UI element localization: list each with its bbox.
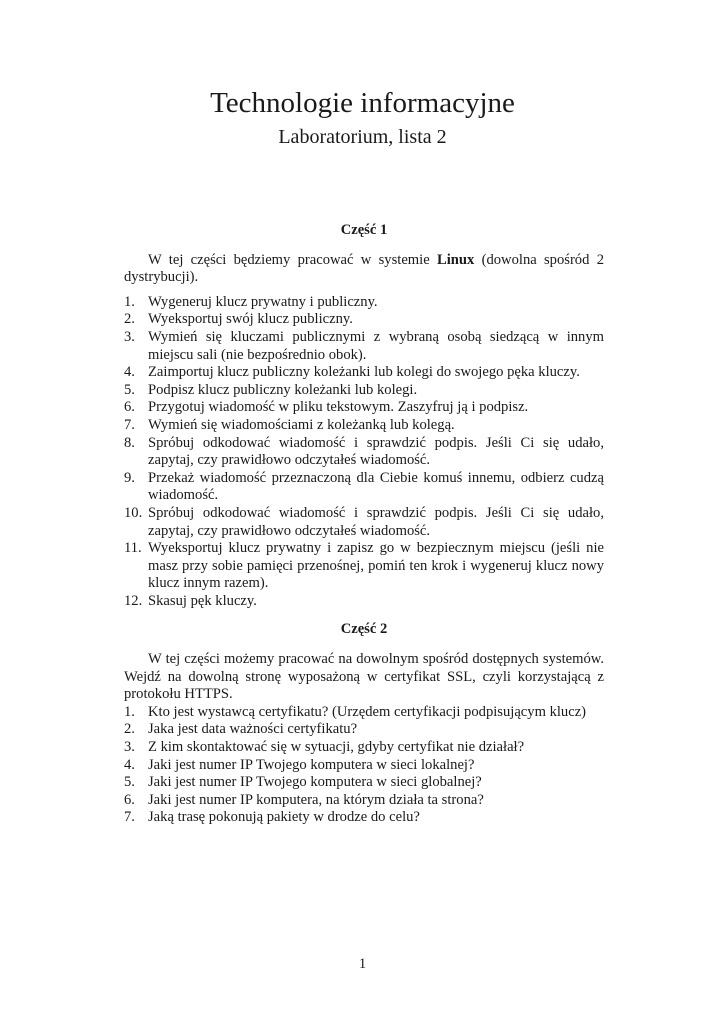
item-number: 2. xyxy=(124,311,135,328)
list-item xyxy=(124,809,604,827)
list-item xyxy=(124,774,604,792)
item-text: Spróbuj odkodować wiadomość i sprawdzić podpis. Jeśli Ci się udało, zapytaj, czy prawidłowo odczytałeś wiadomość. xyxy=(148,504,604,539)
list-item xyxy=(124,593,604,611)
part1-intro-bold: Linux xyxy=(436,251,475,268)
item-number: 3. xyxy=(124,739,135,756)
part2-heading: Część 2 xyxy=(340,621,388,638)
item-text: Kto jest wystawcą certyfikatu? (Urzędem certyfikacji podpisującym klucz) xyxy=(148,703,587,720)
item-number: 4. xyxy=(124,364,135,381)
item-text: Wygeneruj klucz prywatny i publiczny. xyxy=(148,293,378,310)
item-text: Z kim skontaktować się w sytuacji, gdyby certyfikat nie działał? xyxy=(148,739,525,756)
item-number: 1. xyxy=(124,293,135,310)
list-item xyxy=(124,505,604,540)
list-item xyxy=(124,294,604,312)
item-text: Jaką trasę pokonują pakiety w drodze do celu? xyxy=(148,809,420,826)
part1-intro-after: (dowolna spośród 2 dystrybucji). xyxy=(124,251,604,286)
item-number: 9. xyxy=(124,469,135,486)
item-number: 12. xyxy=(124,592,143,609)
item-number: 8. xyxy=(124,434,135,451)
part1-list xyxy=(124,294,604,611)
item-number: 1. xyxy=(124,703,135,720)
list-item xyxy=(124,721,604,739)
item-number: 7. xyxy=(124,416,135,433)
item-number: 5. xyxy=(124,381,135,398)
item-text: Podpisz klucz publiczny koleżanki lub kolegi. xyxy=(148,381,418,398)
list-item xyxy=(124,757,604,775)
item-number: 6. xyxy=(124,791,135,808)
list-item xyxy=(124,435,604,470)
list-item xyxy=(124,417,604,435)
item-text: Wymień się wiadomościami z koleżanką lub kolegą. xyxy=(148,416,455,433)
part2-intro: W tej części możemy pracować na dowolnym spośród dostępnych systemów. Wejdź na dowolną stronę wyposażoną w certyfikat SSL, czyli korzystającą z protokołu HTTPS. xyxy=(124,651,604,703)
item-text: Zaimportuj klucz publiczny koleżanki lub kolegi do swojego pęka kluczy. xyxy=(148,364,580,381)
item-text: Wymień się kluczami publicznymi z wybraną osobą siedzącą w innym miejscu sali (nie bezpośrednio obok). xyxy=(148,328,604,363)
item-text: Przygotuj wiadomość w pliku tekstowym. Zaszyfruj ją i podpisz. xyxy=(148,399,529,416)
part2-list xyxy=(124,704,604,827)
page-number: 1 xyxy=(358,956,367,972)
item-number: 5. xyxy=(124,774,135,791)
item-text: Jaka jest data ważności certyfikatu? xyxy=(148,721,358,738)
list-item xyxy=(124,540,604,593)
item-number: 4. xyxy=(124,756,135,773)
item-text: Wyeksportuj swój klucz publiczny. xyxy=(148,311,353,328)
item-text: Przekaż wiadomość przeznaczoną dla Ciebie komuś innemu, odbierz cudzą wiadomość. xyxy=(148,469,604,504)
list-item xyxy=(124,470,604,505)
list-item xyxy=(124,792,604,810)
item-number: 6. xyxy=(124,399,135,416)
item-text: Spróbuj odkodować wiadomość i sprawdzić podpis. Jeśli Ci się udało, zapytaj, czy prawidłowo odczytałeś wiadomość. xyxy=(148,434,604,469)
document-subtitle: Laboratorium, lista 2 xyxy=(278,126,447,148)
item-text: Wyeksportuj klucz prywatny i zapisz go w bezpiecznym miejscu (jeśli nie masz przy sobie pamięci przenośnej, pomiń ten krok i wygeneruj klucz nowy klucz innym razem). xyxy=(148,540,604,592)
item-number: 10. xyxy=(124,504,143,521)
document-title: Technologie informacyjne xyxy=(210,87,515,119)
item-text: Jaki jest numer IP Twojego komputera w sieci lokalnej? xyxy=(148,756,475,773)
item-text: Jaki jest numer IP komputera, na którym działa ta strona? xyxy=(148,791,484,808)
list-item xyxy=(124,329,604,364)
list-item xyxy=(124,382,604,400)
list-item xyxy=(124,739,604,757)
list-item xyxy=(124,704,604,722)
item-text: Skasuj pęk kluczy. xyxy=(148,592,257,609)
list-item xyxy=(124,364,604,382)
part1-heading: Część 1 xyxy=(340,222,388,238)
list-item xyxy=(124,399,604,417)
item-number: 3. xyxy=(124,328,135,345)
item-number: 11. xyxy=(124,540,142,557)
list-item xyxy=(124,311,604,329)
item-text: Jaki jest numer IP Twojego komputera w sieci globalnej? xyxy=(148,774,482,791)
document-body xyxy=(124,222,604,827)
item-number: 7. xyxy=(124,809,135,826)
part1-intro-before: W tej części będziemy pracować w systemie xyxy=(148,251,437,268)
item-number: 2. xyxy=(124,721,135,738)
part1-intro xyxy=(124,252,604,287)
